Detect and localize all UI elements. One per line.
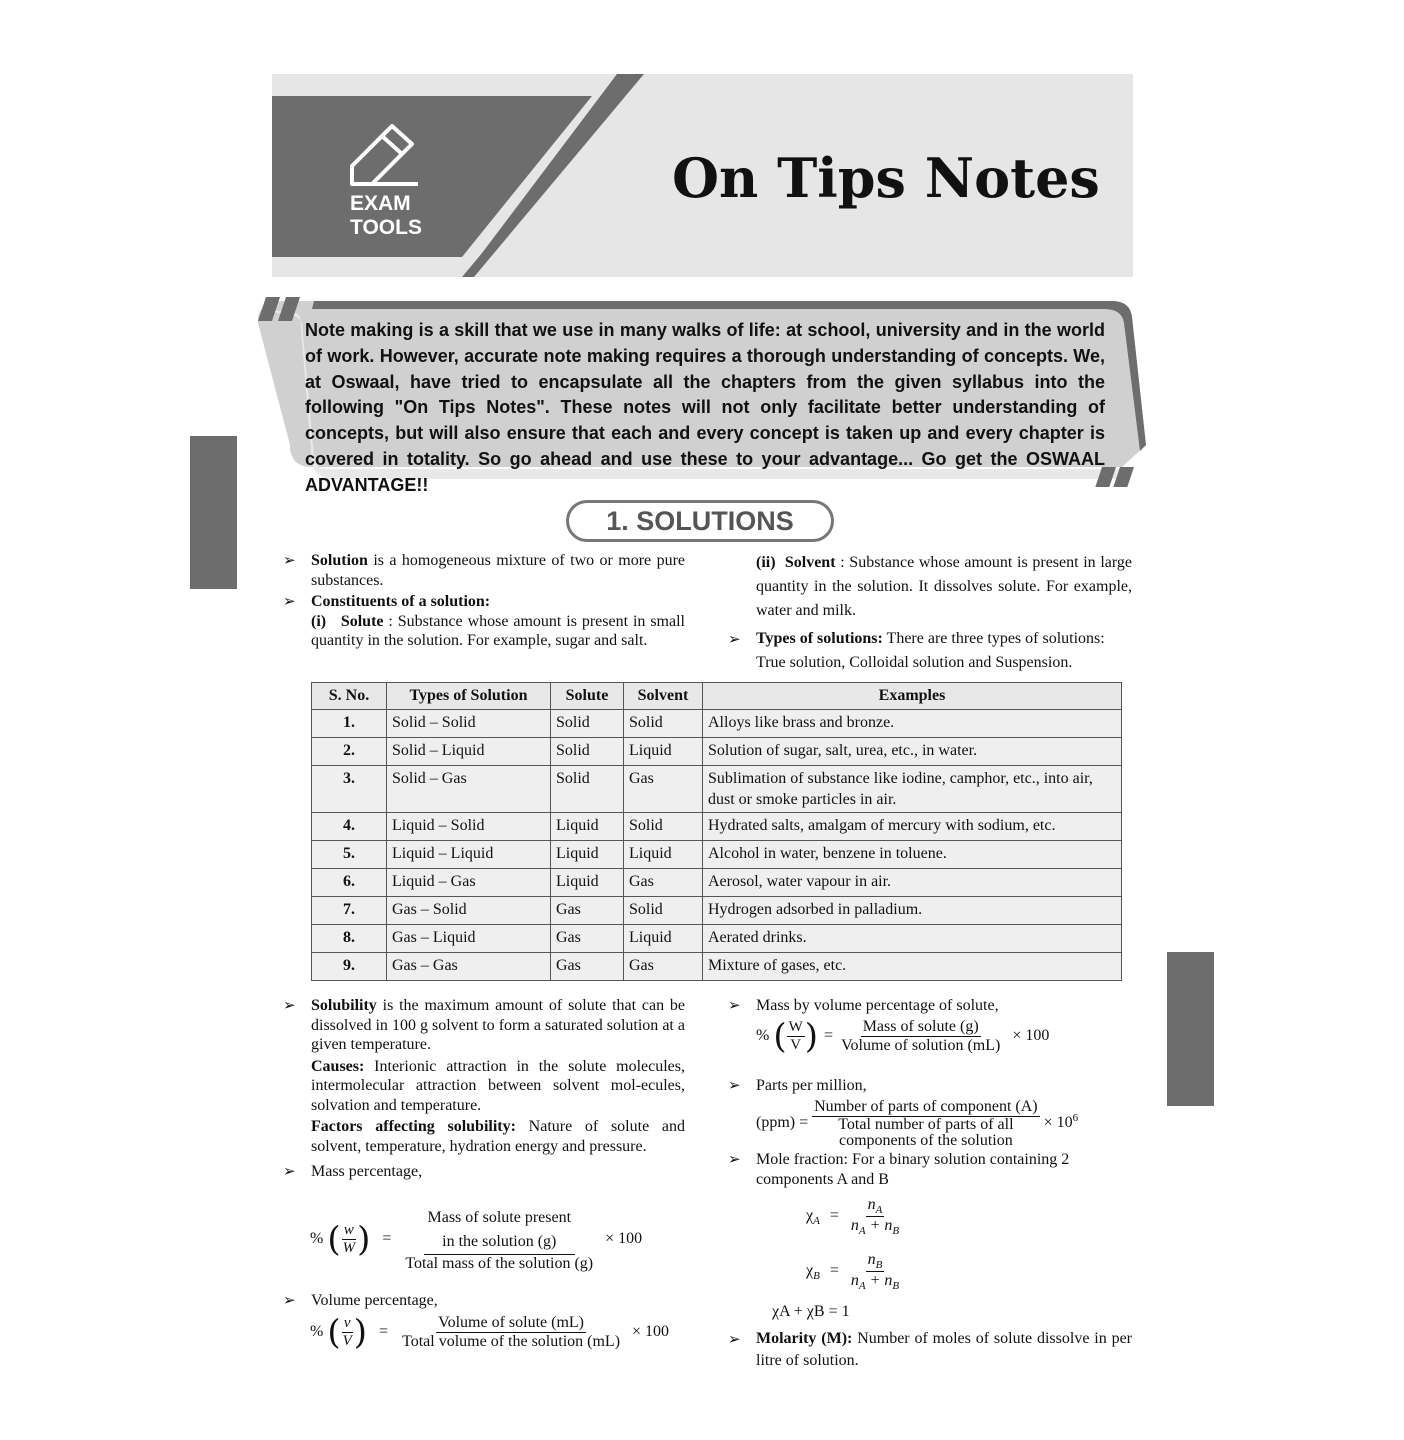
- cell-example: Solution of sugar, salt, urea, etc., in water.: [703, 738, 1122, 766]
- cell-example: Aerosol, water vapour in air.: [703, 869, 1122, 897]
- cell-solute: Solid: [551, 738, 624, 766]
- cell-example: Aerated drinks.: [703, 925, 1122, 953]
- section-heading: 1. SOLUTIONS: [566, 500, 834, 542]
- cell-type: Liquid – Solid: [387, 813, 551, 841]
- ppm-exponent: 6: [1072, 1111, 1079, 1124]
- cell-sno: 7.: [312, 897, 387, 925]
- types-text: There are three types of solutions: True solution, Colloidal solution and Suspension.: [756, 630, 1105, 671]
- cell-solvent: Liquid: [624, 925, 703, 953]
- mass-by-volume-label: Mass by volume percentage of solute,: [756, 997, 999, 1014]
- factors-term: Factors affecting solubility:: [311, 1118, 516, 1135]
- mass-pct-denominator: Total mass of the solution (g): [405, 1255, 594, 1272]
- bullet-arrow-icon: ➢: [728, 1150, 741, 1168]
- header-examples: Examples: [703, 683, 1122, 710]
- pencil-icon: [348, 122, 422, 188]
- causes-text: Interionic attraction in the solute molecules, intermolecular attraction between solvent mol-ecules, solvation and temperature.: [311, 1057, 685, 1114]
- side-tab-right: [1167, 952, 1214, 1106]
- table-header-row: [312, 683, 1122, 710]
- cell-solvent: Gas: [624, 766, 703, 813]
- bullet-arrow-icon: ➢: [728, 996, 741, 1014]
- bullet-arrow-icon: ➢: [728, 1330, 741, 1348]
- intro-paragraph: Note making is a skill that we use in many walks of life: at school, university and in the world of work. However, accurate note making requires a thorough understanding of concepts. We, at Oswaal, have tried to encapsulate all the chapters from the given syllabus into the following "On Tips Notes". These notes will not only facilitate better understanding of concepts, but will also ensure that each and every concept is taken up and every chapter is covered in totality. So go ahead and use these to your advantage... Go get the OSWAAL ADVANTAGE!!: [305, 320, 1105, 495]
- cell-solvent: Solid: [624, 710, 703, 738]
- ppm-label: Parts per million,: [756, 1077, 867, 1094]
- ppm-lhs: (ppm) =: [756, 1114, 809, 1132]
- vol-pct-denominator: Total volume of the solution (mL): [402, 1333, 621, 1350]
- cell-example: Hydrated salts, amalgam of mercury with sodium, etc.: [703, 813, 1122, 841]
- cell-type: Gas – Gas: [387, 953, 551, 981]
- ppm-times: × 10: [1043, 1114, 1073, 1132]
- cell-solvent: Gas: [624, 953, 703, 981]
- cell-solvent: Solid: [624, 813, 703, 841]
- table-row: [312, 869, 1122, 897]
- cell-example: Mixture of gases, etc.: [703, 953, 1122, 981]
- page-title: On Tips Notes: [672, 146, 1100, 210]
- header-sno: S. No.: [312, 683, 387, 710]
- bullet-arrow-icon: ➢: [283, 592, 296, 610]
- cell-solute: Liquid: [551, 869, 624, 897]
- ppm-formula: [756, 1098, 1078, 1149]
- solute-text: : Substance whose amount is present in small quantity in the solution. For example, sugar and salt.: [311, 612, 685, 649]
- factors-text: Nature of solute and solvent, temperature, hydration energy and pressure.: [311, 1118, 685, 1155]
- mass-by-volume-formula: % ( $\frac{W}{V}$ ) = $\frac{\text{Mass of solute (g)}}{\text{Volume of solution (mL)}}$ × 100: [756, 1016, 1050, 1057]
- cell-solute: Solid: [551, 766, 624, 813]
- solubility-definition: [283, 996, 685, 1055]
- cell-solvent: Gas: [624, 869, 703, 897]
- cell-sno: 8.: [312, 925, 387, 953]
- bullet-arrow-icon: ➢: [283, 1162, 296, 1180]
- table-row: [312, 738, 1122, 766]
- molarity-item: [728, 1328, 1132, 1372]
- table-row: [312, 925, 1122, 953]
- mass-pct-numerator-1: Mass of solute present: [427, 1209, 572, 1226]
- mass-percentage-label: Mass percentage,: [311, 1163, 423, 1180]
- cell-example: Hydrogen adsorbed in palladium.: [703, 897, 1122, 925]
- bullet-arrow-icon: ➢: [728, 1076, 741, 1094]
- mass-pct-numerator-2: in the solution (g): [442, 1233, 557, 1250]
- mv-numerator: Mass of solute (g): [862, 1018, 979, 1035]
- cell-solute: Gas: [551, 925, 624, 953]
- solute-label: (i) Solute: [311, 612, 384, 630]
- table-row: [312, 710, 1122, 738]
- molarity-text: Number of moles of solute dissolve in per litre of solution.: [756, 1330, 1132, 1369]
- cell-solvent: Liquid: [624, 738, 703, 766]
- constituents-item: [283, 592, 685, 612]
- cell-sno: 1.: [312, 710, 387, 738]
- volume-percentage-formula: % ( $\frac{v}{V}$ ) = $\frac{\text{Volume of solute (mL)}}{\text{Total volume of the solution (mL)}}$ × 100: [310, 1312, 670, 1353]
- solvent-text: : Substance whose amount is present in large quantity in the solution. It dissolves solute. For example, water and milk.: [756, 554, 1133, 619]
- bullet-arrow-icon: ➢: [283, 1291, 296, 1309]
- badge-line-1: EXAM: [350, 192, 411, 215]
- times-100: × 100: [632, 1323, 670, 1341]
- bullet-arrow-icon: ➢: [283, 551, 296, 569]
- cell-example: Alcohol in water, benzene in toluene.: [703, 841, 1122, 869]
- mv-denominator: Volume of solution (mL): [841, 1037, 1001, 1054]
- mass-by-volume-item: [728, 996, 1132, 1016]
- solution-definition: [283, 551, 685, 590]
- cell-type: Solid – Liquid: [387, 738, 551, 766]
- side-tab-left: [190, 436, 237, 589]
- vol-pct-numerator: Volume of solute (mL): [438, 1314, 584, 1331]
- solvent-label: (ii) Solvent: [756, 554, 836, 571]
- cell-example: Alloys like brass and bronze.: [703, 710, 1122, 738]
- mole-fraction-label: Mole fraction: For a binary solution containing 2 components A and B: [756, 1151, 1070, 1188]
- right-top-column: [728, 551, 1132, 675]
- cell-type: Gas – Solid: [387, 897, 551, 925]
- cell-sno: 3.: [312, 766, 387, 813]
- times-100: × 100: [1012, 1027, 1050, 1045]
- cell-solute: Solid: [551, 710, 624, 738]
- cell-solvent: Solid: [624, 897, 703, 925]
- causes-term: Causes:: [311, 1057, 365, 1075]
- types-term: Types of solutions:: [756, 630, 883, 647]
- badge-line-2: TOOLS: [350, 216, 422, 239]
- ppm-denominator-2: components of the solution: [838, 1132, 1013, 1149]
- cell-type: Solid – Solid: [387, 710, 551, 738]
- volume-percentage-label: Volume percentage,: [311, 1292, 438, 1309]
- types-of-solutions: [728, 627, 1132, 675]
- cell-sno: 2.: [312, 738, 387, 766]
- solution-term: Solution: [311, 552, 368, 569]
- cell-sno: 5.: [312, 841, 387, 869]
- volume-percentage-item: [283, 1291, 685, 1311]
- table-row: [312, 766, 1122, 813]
- header-solute: Solute: [551, 683, 624, 710]
- left-top-column: [283, 551, 685, 651]
- solution-text: is a homogeneous mixture of two or more pure substances.: [311, 552, 685, 589]
- exam-tools-badge: [350, 192, 420, 240]
- table-row: [312, 841, 1122, 869]
- cell-type: Liquid – Liquid: [387, 841, 551, 869]
- cell-sno: 6.: [312, 869, 387, 897]
- cell-type: Solid – Gas: [387, 766, 551, 813]
- mole-fraction-a-formula: $\chi_A$ = $\frac{n_A}{n_A + n_B}$: [806, 1196, 900, 1238]
- cell-solute: Liquid: [551, 841, 624, 869]
- factors-paragraph: [283, 1117, 685, 1156]
- table-row: [312, 813, 1122, 841]
- solute-definition: [283, 612, 685, 651]
- solvent-definition: [728, 551, 1132, 623]
- cell-example: Sublimation of substance like iodine, camphor, etc., into air, dust or smoke particles in air.: [703, 766, 1122, 813]
- cell-sno: 4.: [312, 813, 387, 841]
- solubility-term: Solubility: [311, 997, 377, 1014]
- cell-type: Liquid – Gas: [387, 869, 551, 897]
- cell-type: Gas – Liquid: [387, 925, 551, 953]
- cell-sno: 9.: [312, 953, 387, 981]
- cell-solute: Gas: [551, 953, 624, 981]
- cell-solute: Liquid: [551, 813, 624, 841]
- solubility-text: is the maximum amount of solute that can be dissolved in 100 g solvent to form a saturated solution at a given temperature.: [311, 997, 685, 1053]
- cell-solvent: Liquid: [624, 841, 703, 869]
- mass-percentage-formula: % ( $\frac{w}{W}$ ) = Mass of solute present in the solution (g) Total mass of the solution (g) × 100: [310, 1206, 642, 1273]
- ppm-denominator-1: Total number of parts of all: [838, 1116, 1014, 1133]
- molarity-term: Molarity (M):: [756, 1330, 853, 1347]
- table-row: [312, 953, 1122, 981]
- ppm-item: [728, 1076, 1132, 1096]
- ppm-numerator: Number of parts of component (A): [814, 1098, 1038, 1115]
- header-solvent: Solvent: [624, 683, 703, 710]
- causes-paragraph: [283, 1057, 685, 1116]
- cell-solute: Gas: [551, 897, 624, 925]
- mole-fraction-b-formula: $\chi_B$ = $\frac{n_B}{n_A + n_B}$: [806, 1251, 900, 1293]
- mole-fraction-sum: χA + χB = 1: [772, 1303, 850, 1320]
- header-type: Types of Solution: [387, 683, 551, 710]
- constituents-term: Constituents of a solution:: [311, 593, 491, 610]
- mole-fraction-item: [728, 1150, 1132, 1189]
- mass-percentage-item: [283, 1162, 685, 1182]
- bullet-arrow-icon: ➢: [283, 996, 296, 1014]
- table-row: [312, 897, 1122, 925]
- times-100: × 100: [605, 1230, 643, 1248]
- left-bottom-column: [283, 996, 685, 1182]
- solutions-table: [311, 682, 1122, 981]
- bullet-arrow-icon: ➢: [728, 630, 741, 648]
